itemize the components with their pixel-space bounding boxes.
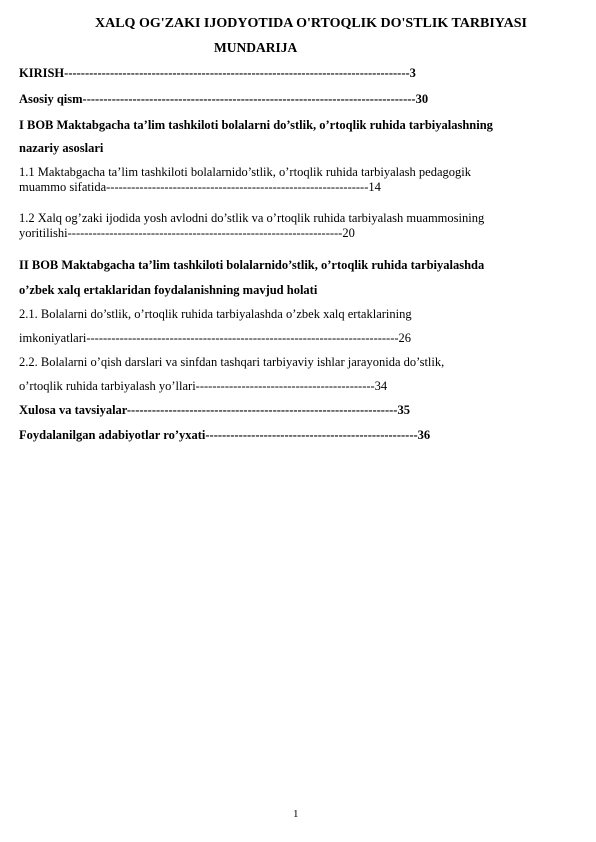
toc-section-2-2: 2.2. Bolalarni o’qish darslari va sinfdan tashqari tarbiyaviy ishlar jarayonida do’stlik, — [19, 355, 445, 369]
document-title: XALQ OG'ZAKI IJODYOTIDA O'RTOQLIK DO'STLIK TARBIYASI — [95, 16, 527, 31]
toc-entry-xulosa: Xulosa va tavsiyalar-----------------------------------------------------------------35 — [19, 403, 410, 417]
toc-section-2-1: 2.1. Bolalarni do’stlik, o’rtoqlik ruhida tarbiyalashda o’zbek xalq ertaklarining — [19, 307, 412, 321]
toc-section-1-1: 1.1 Maktabgacha ta’lim tashkiloti bolalarnido’stlik, o’rtoqlik ruhida tarbiyalash pedagogik — [19, 165, 471, 179]
toc-chapter-1-title-cont: nazariy asoslari — [19, 141, 104, 155]
toc-section-1-2: 1.2 Xalq og’zaki ijodida yosh avlodni do’stlik va o’rtoqlik ruhida tarbiyalash muammosining — [19, 211, 485, 225]
toc-chapter-1-title: I BOB Maktabgacha ta’lim tashkiloti bolalarni do’stlik, o’rtoqlik ruhida tarbiyalashning — [19, 118, 493, 132]
toc-chapter-2-title-cont: o’zbek xalq ertaklaridan foydalanishning mavjud holati — [19, 283, 318, 297]
page-number: 1 — [293, 808, 299, 820]
toc-chapter-2-title: II BOB Maktabgacha ta’lim tashkiloti bolalarnido’stlik, o’rtoqlik ruhida tarbiyalashda — [19, 258, 485, 272]
toc-entry-adabiyotlar: Foydalanilgan adabiyotlar ro’yxati---------------------------------------------------36 — [19, 428, 431, 442]
toc-heading: MUNDARIJA — [214, 40, 298, 55]
toc-section-1-2-cont: yoritilishi------------------------------------------------------------------20 — [19, 226, 355, 240]
toc-section-1-1-cont: muammo sifatida---------------------------------------------------------------14 — [19, 180, 381, 194]
toc-entry-asosiy-qism: Asosiy qism--------------------------------------------------------------------------------30 — [19, 92, 429, 106]
toc-section-2-1-cont: imkoniyatlari---------------------------------------------------------------------------26 — [19, 331, 412, 345]
toc-section-2-2-cont: o’rtoqlik ruhida tarbiyalash yo’llari-------------------------------------------34 — [19, 379, 388, 393]
toc-entry-kirish: KIRISH-----------------------------------------------------------------------------------3 — [19, 66, 416, 80]
